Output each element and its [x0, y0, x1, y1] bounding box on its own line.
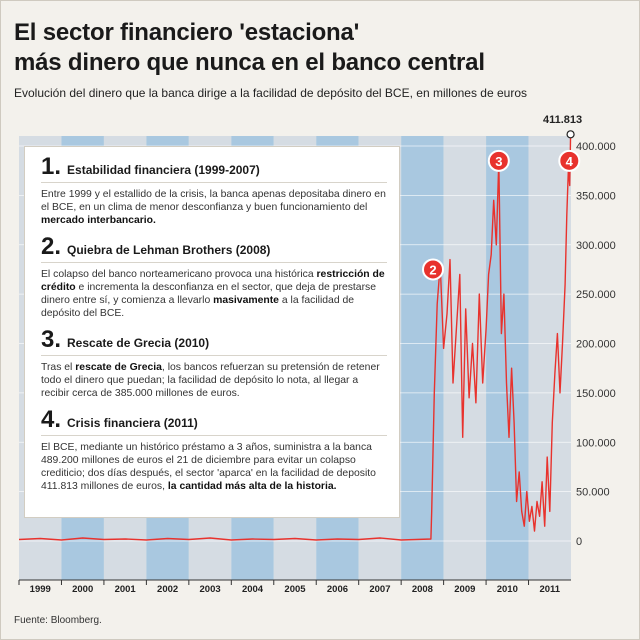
annotation-text-bold: masivamente: [213, 295, 279, 306]
y-tick-label: 400.000: [576, 141, 616, 153]
annotation-number: 1.: [41, 153, 62, 180]
y-tick-label: 100.000: [576, 437, 616, 450]
source-note: Fuente: Bloomberg.: [14, 615, 102, 626]
title-line-1: El sector financiero 'estaciona': [14, 19, 360, 46]
annotation-box: [24, 146, 400, 518]
annotation-number: 2.: [41, 233, 62, 260]
annotation-header: [41, 155, 387, 183]
y-tick-label: 50.000: [576, 486, 610, 499]
annotation-title: Quiebra de Lehman Brothers (2008): [67, 243, 271, 257]
annotation-text-run: a la facilidad de depósito del BCE.: [41, 295, 355, 319]
annotation-item: [41, 408, 387, 493]
x-tick-label: 2005: [284, 584, 306, 595]
title-line-2: más dinero que nunca en el banco central: [14, 49, 485, 76]
max-point: [567, 131, 574, 138]
y-tick-label: 200.000: [576, 338, 616, 351]
x-tick-label: 2009: [454, 584, 476, 595]
annotation-item: [41, 328, 387, 400]
x-tick-label: 2003: [199, 584, 221, 595]
annotation-text-bold: la cantidad más alta de la historia.: [167, 481, 337, 492]
marker-number: 3: [495, 153, 503, 169]
annotation-item: [41, 155, 387, 227]
year-band: [401, 136, 443, 580]
annotation-title: Estabilidad financiera (1999-2007): [67, 163, 260, 177]
x-tick-label: 1999: [29, 584, 51, 595]
annotation-header: [41, 235, 387, 263]
marker-number: 2: [429, 262, 437, 278]
x-tick-label: 2010: [496, 584, 518, 595]
y-tick-label: 250.000: [576, 289, 616, 302]
x-tick-label: 2000: [72, 584, 94, 595]
x-tick-label: 2006: [326, 584, 349, 595]
y-axis-labels: [576, 141, 616, 548]
annotation-title: Rescate de Grecia (2010): [67, 336, 210, 350]
y-tick-label: 0: [576, 536, 583, 548]
annotation-text-run: Entre 1999 y el estallido de la crisis, la banca apenas depositaba dinero en el BCE, en un clima de menor desconfianza y buen funcionamiento del: [41, 189, 386, 213]
annotation-header: [41, 328, 387, 356]
annotation-text: [41, 361, 387, 400]
y-tick-label: 350.000: [576, 190, 616, 203]
annotation-text-bold: restricción de crédito: [41, 269, 385, 293]
annotation-text-run: El BCE, mediante un histórico préstamo a 3 años, suministra a la banca 489.200 millones de euros el 21 de diciembre para evitar un colapso crediticio; dos días después, el sector 'aparca' en la facilidad de deposito 411.813 millones de euros,: [41, 442, 376, 492]
x-tick-label: 2008: [411, 584, 433, 595]
annotation-title: Crisis financiera (2011): [67, 416, 198, 430]
x-tick-label: 2007: [369, 584, 391, 595]
marker-number: 4: [565, 153, 573, 169]
annotation-item: [41, 235, 387, 320]
annotation-header: [41, 408, 387, 436]
y-tick-label: 300.000: [576, 239, 616, 252]
chart-subtitle: Evolución del dinero que la banca dirige a la facilidad de depósito del BCE, en millones de euros: [14, 86, 527, 100]
annotation-text-run: El colapso del banco norteamericano provoca una histórica: [41, 269, 317, 280]
annotation-text-bold: rescate de Grecia: [75, 362, 162, 373]
x-axis: [19, 580, 571, 595]
annotation-text: [41, 441, 387, 493]
x-tick-label: 2002: [157, 584, 179, 595]
annotation-number: 3.: [41, 326, 62, 353]
annotation-text: [41, 188, 387, 227]
x-tick-label: 2001: [114, 584, 136, 595]
annotation-text-bold: mercado interbancario.: [41, 215, 156, 226]
annotation-text: [41, 268, 387, 320]
annotation-number: 4.: [41, 406, 62, 433]
annotation-text-run: e incrementa la desconfianza en el sector, que deja de prestarse dinero entre sí, y comienza a llevarlo: [41, 282, 377, 306]
annotation-text-run: Tras el: [41, 362, 76, 373]
annotation-text-run: , los bancos refuerzan su pretensión de retener todo el dinero que puedan; la facilidad de depósito lo nota, al llegar a recibir cerca de 385.000 millones de euros.: [41, 362, 380, 399]
y-tick-label: 150.000: [576, 387, 616, 400]
year-band: [529, 136, 571, 580]
max-value-label: 411.813: [543, 114, 583, 126]
x-tick-label: 2004: [241, 584, 264, 595]
x-tick-label: 2011: [539, 584, 561, 595]
